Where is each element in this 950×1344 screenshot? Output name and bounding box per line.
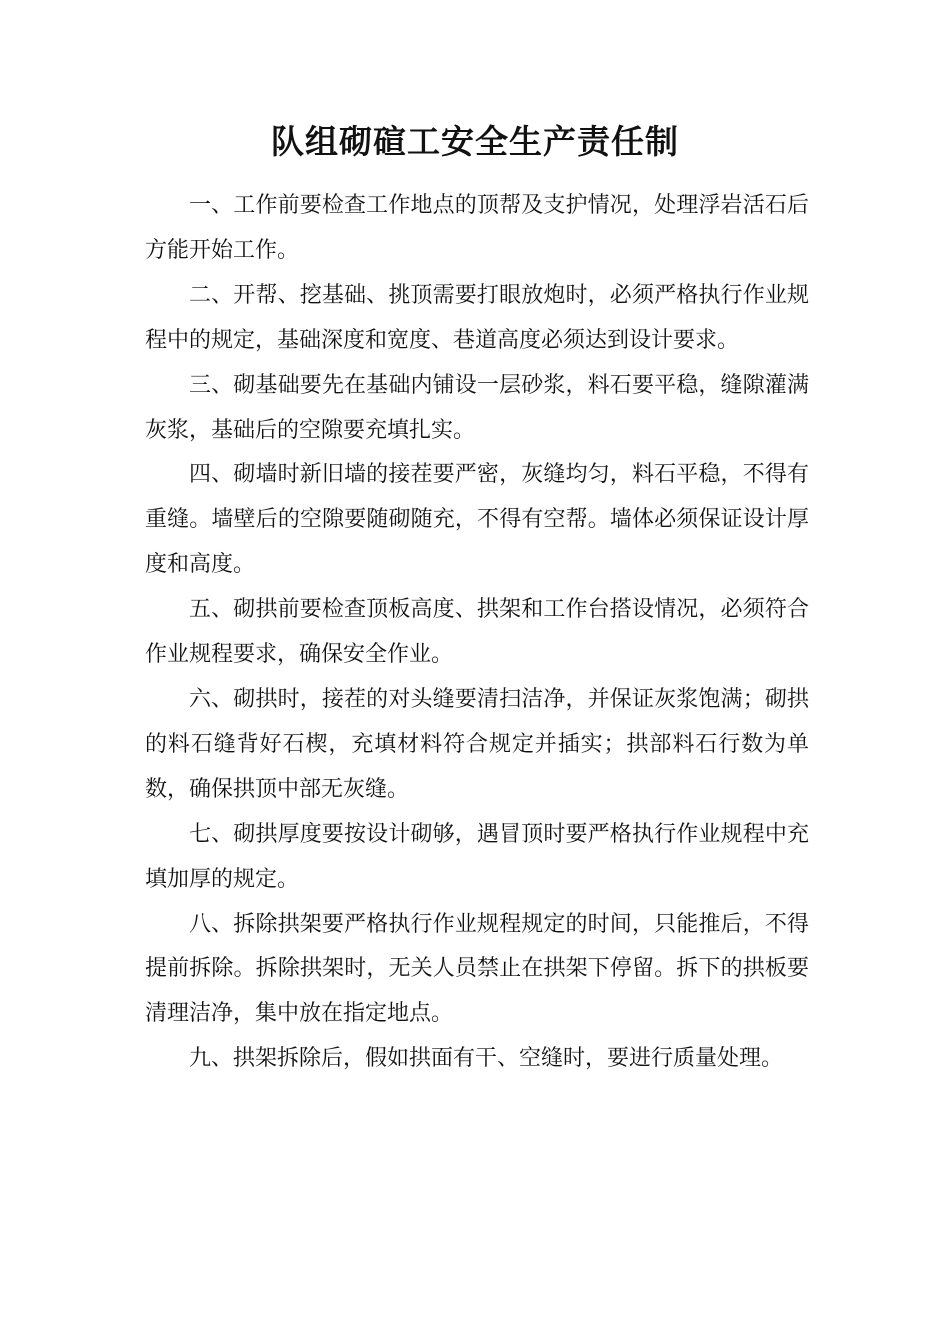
clause-3: 三、砌基础要先在基础内铺设一层砂浆，料石要平稳，缝隙灌满灰浆，基础后的空隙要充填扎实。 — [145, 372, 809, 443]
clause-9: 九、拱架拆除后，假如拱面有干、空缝时，要进行质量处理。 — [189, 1046, 784, 1072]
clause-8: 八、拆除拱架要严格执行作业规程规定的时间，只能推后，不得提前拆除。拆除拱架时，无关人员禁止在拱架下停留。拆下的拱板要清理洁净，集中放在指定地点。 — [145, 911, 809, 1027]
document-title: 队组砌碹工安全生产责任制 — [271, 122, 679, 161]
clause-5: 五、砌拱前要检查顶板高度、拱架和工作台搭设情况，必须符合作业规程要求，确保安全作业。 — [145, 597, 809, 668]
clause-2: 二、开帮、挖基础、挑顶需要打眼放炮时，必须严格执行作业规程中的规定，基础深度和宽度、巷道高度必须达到设计要求。 — [145, 282, 809, 353]
clause-4: 四、砌墙时新旧墙的接茬要严密，灰缝均匀，料石平稳，不得有重缝。墙壁后的空隙要随砌随充，不得有空帮。墙体必须保证设计厚度和高度。 — [145, 462, 809, 578]
clause-6: 六、砌拱时，接茬的对头缝要清扫洁净，并保证灰浆饱满；砌拱的料石缝背好石楔，充填材料符合规定并插实；拱部料石行数为单数，确保拱顶中部无灰缝。 — [145, 686, 809, 802]
document-body — [145, 184, 809, 1082]
clause-7: 七、砌拱厚度要按设计砌够，遇冒顶时要严格执行作业规程中充填加厚的规定。 — [145, 821, 809, 892]
clause-1: 一、工作前要检查工作地点的顶帮及支护情况，处理浮岩活石后方能开始工作。 — [145, 193, 809, 263]
